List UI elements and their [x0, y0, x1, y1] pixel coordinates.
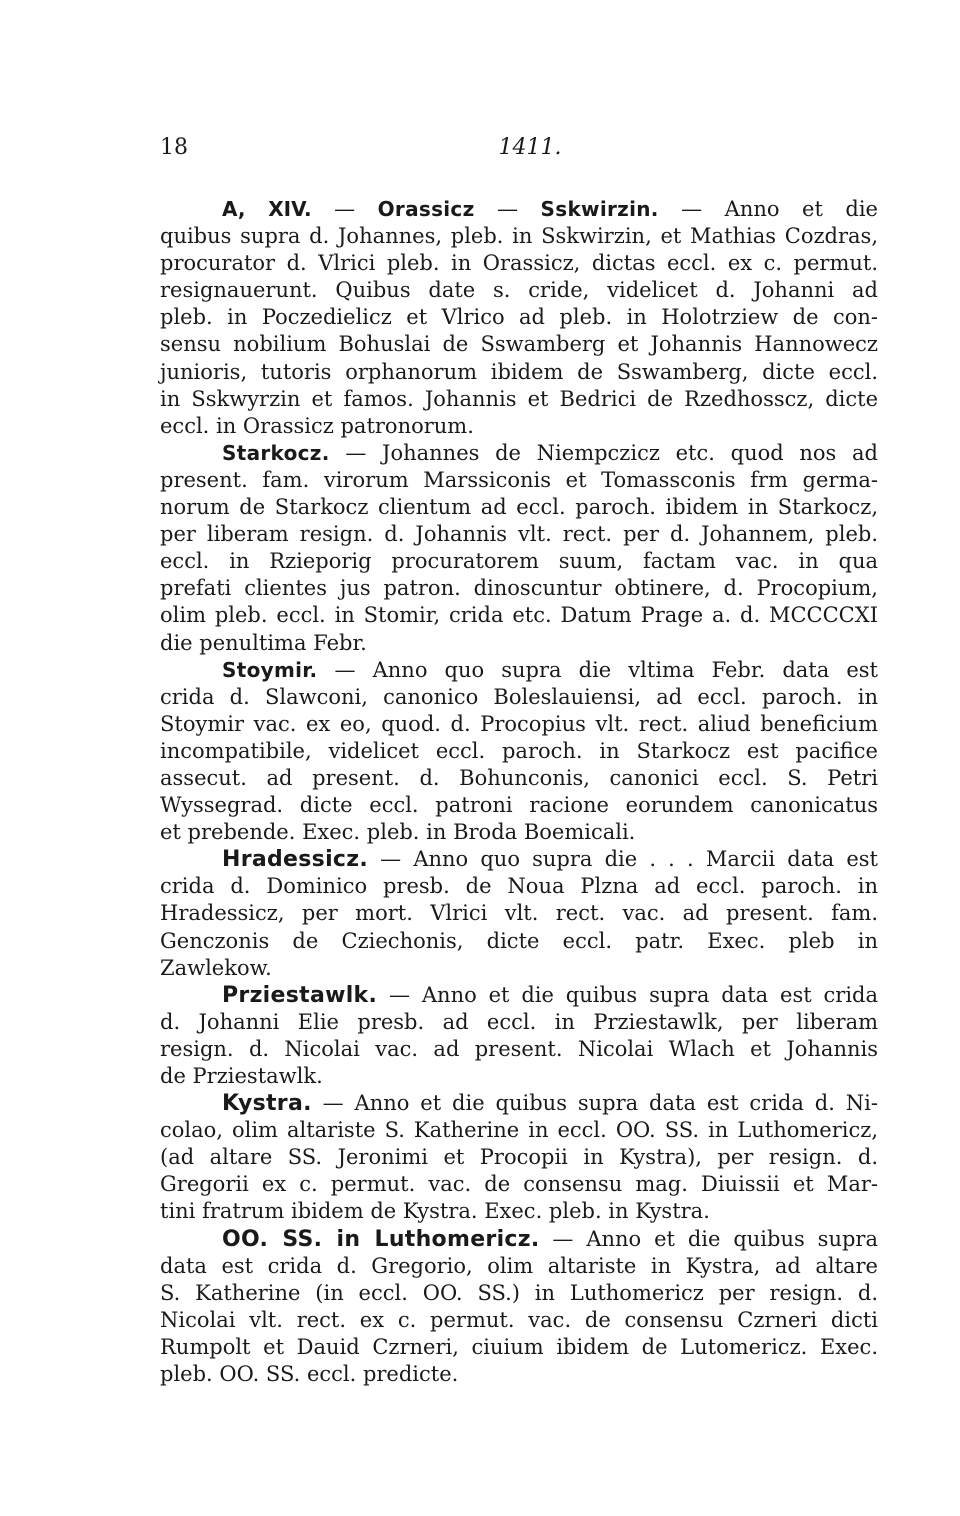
- place-name-stoymir: Stoymir.: [222, 657, 318, 682]
- entry-line: de Prziestawlk.: [160, 1064, 323, 1088]
- text-body: [160, 196, 878, 1388]
- entry-text: — Anno et die quibus supra data est crida d. Ni-: [311, 1091, 878, 1116]
- entry-line: per liberam resign. d. Johannis vlt. rect. per d. Johannem, pleb.: [160, 522, 878, 547]
- entry-line: crida d. Dominico presb. de Noua Plzna ad eccl. paroch. in: [160, 874, 878, 899]
- entry-line: crida d. Slawconi, canonico Boleslauiensi, ad eccl. paroch. in: [160, 684, 878, 709]
- entry-text: — Anno et die quibus supra: [539, 1226, 878, 1251]
- entry-line: pleb. OO. SS. eccl. predicte.: [160, 1362, 459, 1387]
- entry-line: prefati clientes jus patron. dinoscuntur obtinere, d. Procopium,: [160, 576, 878, 601]
- entry-line: junioris, tutoris orphanorum ibidem de Sswamberg, dicte eccl.: [160, 359, 878, 384]
- entry-text: — Johannes de Niempczicz etc. quod nos ad: [329, 440, 878, 465]
- entry-line: Stoymir vac. ex eo, quod. d. Procopius vlt. rect. aliud beneficium: [160, 711, 878, 736]
- entry-line: [160, 196, 878, 223]
- place-name-hradessicz: Hradessicz.: [222, 847, 369, 873]
- entry-line: norum de Starkocz clientum ad eccl. paroch. ibidem in Starkocz,: [160, 495, 878, 520]
- entry-starkocz: [160, 440, 878, 657]
- entry-line: Wyssegrad. dicte eccl. patroni racione eorundem canonicatus: [160, 793, 878, 818]
- entry-text: — Anno quo supra die vltima Febr. data est: [317, 657, 878, 682]
- entry-text: — Anno et die: [658, 197, 878, 221]
- entry-line: sensu nobilium Bohuslai de Sswamberg et Johannis Hannowecz: [160, 332, 878, 357]
- entry-line: [160, 982, 878, 1009]
- entry-reference: A, XIV.: [222, 197, 312, 221]
- entry-line: die penultima Febr.: [160, 630, 367, 655]
- entry-prziestawlk: [160, 982, 878, 1090]
- entry-orassicz: [160, 196, 878, 440]
- entry-line: d. Johanni Elie presb. ad eccl. in Prziestawlk, per liberam: [160, 1009, 878, 1034]
- entry-line: tini fratrum ibidem de Kystra. Exec. pleb. in Kystra.: [160, 1199, 710, 1224]
- place-name-prziestawlk: Prziestawlk.: [222, 982, 378, 1008]
- entry-line: Hradessicz, per mort. Vlrici vlt. rect. vac. ad present. fam.: [160, 901, 878, 926]
- running-head-year: 1411.: [498, 135, 562, 160]
- entry-line: procurator d. Vlrici pleb. in Orassicz, dictas eccl. ex c. permut.: [160, 251, 878, 276]
- dash: —: [474, 197, 541, 221]
- entry-line: S. Katherine (in eccl. OO. SS.) in Luthomericz per resign. d.: [160, 1280, 878, 1305]
- entry-line: [160, 1090, 878, 1117]
- entry-line: quibus supra d. Johannes, pleb. in Sskwirzin, et Mathias Cozdras,: [160, 224, 878, 249]
- entry-line: [160, 846, 878, 873]
- entry-line: Genczonis de Cziechonis, dicte eccl. patr. Exec. pleb in: [160, 928, 878, 953]
- entry-line: [160, 657, 878, 684]
- entry-line: [160, 1226, 878, 1253]
- entry-line: Gregorii ex c. permut. vac. de consensu mag. Diuissii et Mar-: [160, 1172, 878, 1197]
- entry-line: incompatibile, videlicet eccl. paroch. in Starkocz est pacifice: [160, 738, 878, 763]
- dash: —: [311, 197, 378, 221]
- page-number: 18: [160, 135, 188, 160]
- place-name-oo-ss-luthomericz: OO. SS. in Luthomericz.: [222, 1226, 540, 1252]
- entry-line: (ad altare SS. Jeronimi et Procopii in Kystra), per resign. d.: [160, 1145, 878, 1170]
- entry-line: olim pleb. eccl. in Stomir, crida etc. Datum Prage a. d. MCCCCXI: [160, 603, 878, 628]
- entry-line: eccl. in Rzieporig procuratorem suum, factam vac. in qua: [160, 549, 878, 574]
- entry-line: resign. d. Nicolai vac. ad present. Nicolai Wlach et Johannis: [160, 1036, 878, 1061]
- place-name-starkocz: Starkocz.: [222, 440, 330, 465]
- entry-stoymir: [160, 657, 878, 847]
- place-name-sskwirzin: Sskwirzin.: [540, 197, 659, 221]
- entry-line: Nicolai vlt. rect. ex c. permut. vac. de consensu Czrneri dicti: [160, 1307, 878, 1332]
- entry-line: [160, 440, 878, 467]
- entry-line: et prebende. Exec. pleb. in Broda Boemicali.: [160, 820, 636, 845]
- entry-line: Rumpolt et Dauid Czrneri, ciuium ibidem de Lutomericz. Exec.: [160, 1334, 878, 1359]
- entry-line: Zawlekow.: [160, 955, 272, 980]
- entry-hradessicz: [160, 846, 878, 981]
- entry-kystra: [160, 1090, 878, 1225]
- entry-text: — Anno et die quibus supra data est crida: [377, 982, 878, 1007]
- entry-line: colao, olim altariste S. Katherine in eccl. OO. SS. in Luthomericz,: [160, 1118, 878, 1143]
- entry-line: resignauerunt. Quibus date s. cride, videlicet d. Johanni ad: [160, 278, 878, 303]
- entry-line: pleb. in Poczedielicz et Vlrico ad pleb. in Holotrziew de con-: [160, 305, 878, 330]
- place-name-orassicz: Orassicz: [377, 197, 475, 221]
- place-name-kystra: Kystra.: [222, 1091, 312, 1117]
- entry-line: data est crida d. Gregorio, olim altariste in Kystra, ad altare: [160, 1253, 878, 1278]
- entry-oo-ss-luthomericz: [160, 1226, 878, 1389]
- entry-line: eccl. in Orassicz patronorum.: [160, 413, 474, 438]
- entry-line: in Sskwyrzin et famos. Johannis et Bedrici de Rzedhosscz, dicte: [160, 386, 878, 411]
- entry-line: assecut. ad present. d. Bohunconis, canonici eccl. S. Petri: [160, 765, 878, 790]
- entry-line: present. fam. virorum Marssiconis et Tomassconis frm germa-: [160, 467, 878, 492]
- entry-text: — Anno quo supra die . . . Marcii data est: [368, 847, 878, 872]
